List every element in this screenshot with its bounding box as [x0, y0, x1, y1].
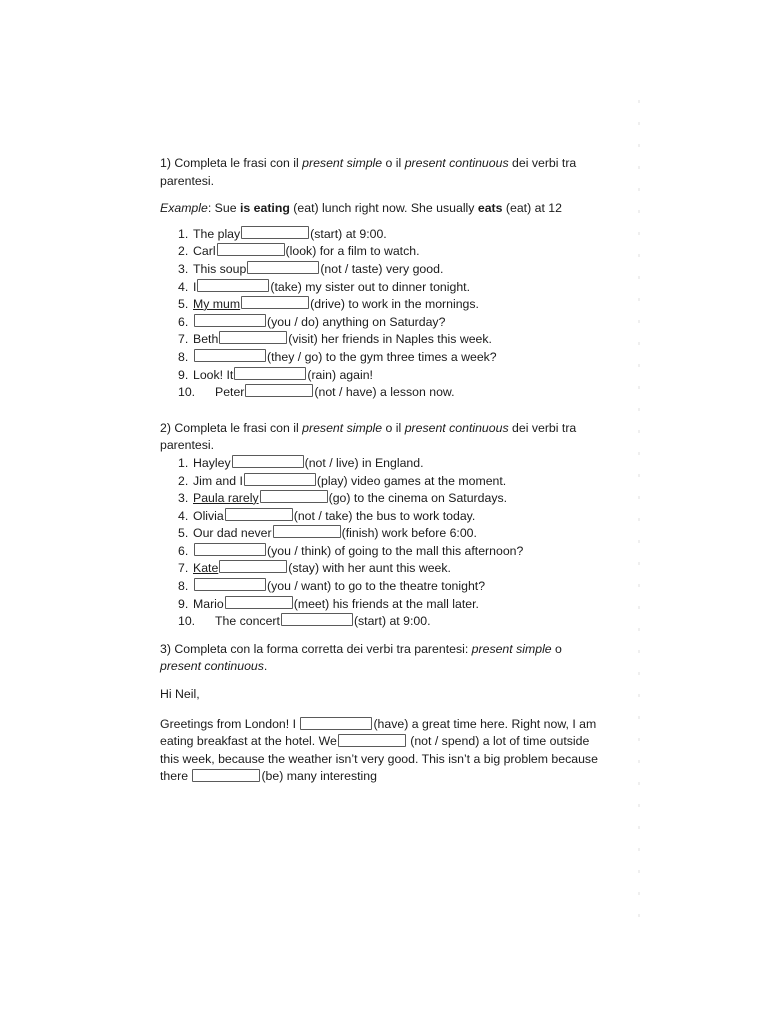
list-item [178, 525, 600, 543]
answer-blank[interactable] [273, 525, 341, 538]
answer-blank[interactable] [217, 243, 285, 256]
item-number: 4. [178, 279, 189, 294]
scan-edge-artifact [638, 100, 640, 920]
list-item [178, 261, 600, 279]
answer-blank[interactable] [194, 578, 266, 591]
answer-blank[interactable] [232, 455, 304, 468]
worksheet [160, 155, 600, 786]
term: present continuous [160, 659, 264, 674]
item-text: (you / think) of going to the mall this afternoon? [267, 543, 524, 558]
item-text: (not / take) the bus to work today. [293, 508, 476, 523]
item-text: (not / taste) very good. [320, 261, 444, 276]
answer-blank[interactable] [219, 560, 287, 573]
item-number: 7. [178, 561, 189, 576]
answer-blank[interactable] [192, 769, 260, 782]
item-number: 7. [178, 332, 189, 347]
item-number: 4. [178, 508, 189, 523]
text: . [263, 659, 268, 674]
list-item [178, 243, 600, 261]
list-item [178, 314, 600, 332]
exercise-3 [160, 641, 600, 786]
exercise-3-instructions [160, 641, 600, 676]
answer-blank[interactable] [300, 717, 372, 730]
answer-blank[interactable] [247, 261, 319, 274]
answer-blank[interactable] [219, 331, 287, 344]
answer: is eating [239, 201, 290, 216]
item-number: 2. [178, 244, 189, 259]
item-text: (play) video games at the moment. [316, 473, 507, 488]
item-text: Look! It [193, 367, 234, 382]
item-text: Paula rarely [193, 491, 259, 506]
item-text: Jim and I [193, 473, 243, 488]
item-text: (drive) to work in the mornings. [310, 297, 479, 312]
item-text: (you / do) anything on Saturday? [267, 314, 446, 329]
text: 2) Completa le frasi con il [160, 420, 303, 435]
item-number: 8. [178, 349, 189, 364]
answer-blank[interactable] [225, 596, 293, 609]
answer-blank[interactable] [225, 508, 293, 521]
list-item [178, 455, 600, 473]
term: present continuous [404, 420, 509, 435]
item-number: 3. [178, 491, 189, 506]
item-text: Olivia [193, 508, 224, 523]
text: Greetings from London! I [160, 716, 300, 731]
answer: eats [477, 201, 503, 216]
answer-blank[interactable] [194, 314, 266, 327]
text: (eat) at 12 [502, 201, 562, 216]
text: 3) Completa con la forma corretta dei verbi tra parentesi: [160, 641, 472, 656]
item-text: (not / have) a lesson now. [314, 385, 455, 400]
exercise-1-list [178, 226, 600, 402]
answer-blank[interactable] [194, 349, 266, 362]
item-text: Our dad never [193, 526, 272, 541]
item-number: 8. [178, 579, 189, 594]
item-text: The play [193, 226, 241, 241]
item-number: 6. [178, 543, 189, 558]
list-item [178, 279, 600, 297]
item-text: (look) for a film to watch. [285, 244, 420, 259]
exercise-1 [160, 155, 600, 402]
item-text: This soup [193, 261, 247, 276]
list-item [178, 296, 600, 314]
item-text: Beth [193, 332, 219, 347]
exercise-1-example [160, 200, 600, 218]
list-item [178, 226, 600, 244]
item-number: 10. [178, 385, 196, 400]
answer-blank[interactable] [260, 490, 328, 503]
term: present continuous [404, 156, 509, 170]
answer-blank[interactable] [244, 473, 316, 486]
list-item [178, 613, 600, 631]
exercise-2-list [178, 455, 600, 631]
item-text: (you / want) to go to the theatre tonight? [267, 579, 486, 594]
list-item [178, 349, 600, 367]
list-item [178, 473, 600, 491]
text: o il [382, 156, 405, 170]
text: dei verbi tra parentesi. [160, 156, 577, 188]
letter-body [160, 716, 600, 786]
list-item [178, 560, 600, 578]
term: present simple [302, 420, 383, 435]
answer-blank[interactable] [338, 734, 406, 747]
text: : Sue [207, 201, 240, 216]
text: (have) a great time here. Right now, I am eating breakfast at the hotel. We [160, 716, 597, 749]
list-item [178, 367, 600, 385]
item-number: 10. [178, 614, 196, 629]
item-text: (they / go) to the gym three times a week? [267, 349, 497, 364]
text: (eat) lunch right now. She usually [289, 201, 478, 216]
item-number: 3. [178, 261, 189, 276]
item-number: 1. [178, 226, 189, 241]
list-item [178, 578, 600, 596]
answer-blank[interactable] [245, 384, 313, 397]
item-text: (visit) her friends in Naples this week. [288, 332, 492, 347]
list-item [178, 596, 600, 614]
list-item [178, 543, 600, 561]
item-text: (not / live) in England. [304, 455, 424, 470]
text: 1) Completa le frasi con il [160, 156, 303, 170]
item-text: (stay) with her aunt this week. [288, 561, 451, 576]
item-number: 9. [178, 367, 189, 382]
term: present simple [302, 156, 383, 170]
item-text: (start) at 9:00. [310, 226, 387, 241]
exercise-2 [160, 420, 600, 631]
item-text: Carl [193, 244, 216, 259]
answer-blank[interactable] [234, 367, 306, 380]
item-text: The concert [215, 614, 280, 629]
text: o [551, 641, 562, 656]
item-number: 1. [178, 455, 189, 470]
list-item [178, 490, 600, 508]
exercise-2-instructions [160, 420, 600, 455]
item-text: (take) my sister out to dinner tonight. [270, 279, 470, 294]
item-number: 5. [178, 526, 189, 541]
item-number: 9. [178, 596, 189, 611]
item-text: (go) to the cinema on Saturdays. [328, 491, 508, 506]
list-item [178, 508, 600, 526]
answer-blank[interactable] [197, 279, 269, 292]
text: (not / spend) a lot of time outside this week, because the weather isn’t very good. This isn’t a big problem because there [160, 734, 598, 784]
text: (be) many interesting [261, 769, 377, 784]
item-text: (rain) again! [307, 367, 373, 382]
item-text: (meet) his friends at the mall later. [293, 596, 479, 611]
text: dei verbi tra parentesi. [160, 420, 577, 453]
example-label: Example [160, 201, 208, 216]
item-text: Mario [193, 596, 224, 611]
item-text: (finish) work before 6:00. [341, 526, 477, 541]
item-text: Kate [193, 561, 219, 576]
item-number: 2. [178, 473, 189, 488]
list-item [178, 331, 600, 349]
text: o il [382, 420, 405, 435]
item-number: 5. [178, 297, 189, 312]
answer-blank[interactable] [281, 613, 353, 626]
answer-blank[interactable] [241, 226, 309, 239]
item-text: Hayley [193, 455, 231, 470]
letter-greeting: Hi Neil, [160, 687, 200, 702]
answer-blank[interactable] [241, 296, 309, 309]
item-text: I [193, 279, 197, 294]
item-text: Peter [215, 385, 245, 400]
term: present simple [471, 641, 552, 656]
item-number: 6. [178, 314, 189, 329]
answer-blank[interactable] [194, 543, 266, 556]
item-text: (start) at 9:00. [353, 614, 431, 629]
list-item [178, 384, 600, 402]
item-text: My mum [193, 297, 241, 312]
exercise-1-instructions [160, 155, 600, 190]
